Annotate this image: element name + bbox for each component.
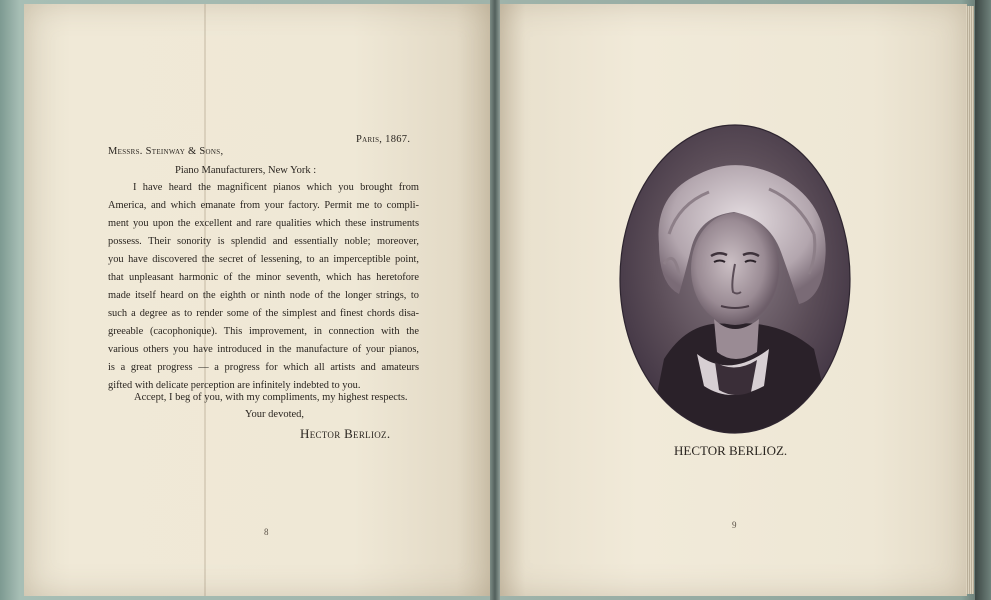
- page-number-left: 8: [264, 527, 269, 537]
- letter-body-line: made itself heard on the eighth or ninth node of the longer strings, to: [108, 290, 419, 301]
- letter-body-line: gifted with delicate perception are infinitely indebted to you.: [108, 380, 361, 391]
- letter-body-line: ment you upon the excellent and rare qualities which these instruments: [108, 218, 419, 229]
- letter-signature: Hector Berlioz.: [300, 426, 391, 441]
- book-gutter: [490, 0, 500, 600]
- letter-body-line: that unpleasant harmonic of the minor seventh, which has heretofore: [108, 272, 419, 283]
- letter-body-line: you have discovered the secret of lessening, to an imperceptible point,: [108, 254, 419, 265]
- page-edges: [966, 6, 974, 594]
- letter-date: Paris, 1867.: [356, 134, 411, 145]
- portrait-engraving: [619, 124, 851, 434]
- letter-body-line: is a great progress — a progress for which all artists and amateurs: [108, 362, 419, 373]
- cover-edge: [975, 0, 991, 600]
- letter-body-line: possess. Their sonority is splendid and essentially noble; moreover,: [108, 236, 419, 247]
- letter-valediction: Your devoted,: [245, 409, 305, 420]
- letter-body-line: various others you have introduced in the manufacture of your pianos,: [108, 344, 419, 355]
- letter-body-line: such a degree as to render some of the simplest and finest chords disa-: [108, 308, 419, 319]
- letter-addressee-location: Piano Manufacturers, New York :: [175, 165, 317, 176]
- letter-body-line: America, and which emanate from your factory. Permit me to compli-: [108, 200, 419, 211]
- letter-closing: Accept, I beg of you, with my compliments, my highest respects.: [134, 392, 408, 403]
- letter-addressee: Messrs. Steinway & Sons,: [108, 146, 224, 157]
- letter-body-line: greeable (cacophonique). This improvement, in connection with the: [108, 326, 419, 337]
- portrait-caption: HECTOR BERLIOZ.: [674, 443, 788, 458]
- letter-body-line: I have heard the magnificent pianos which you brought from: [133, 182, 419, 193]
- page-number-right: 9: [732, 520, 737, 530]
- portrait-image: [619, 124, 851, 434]
